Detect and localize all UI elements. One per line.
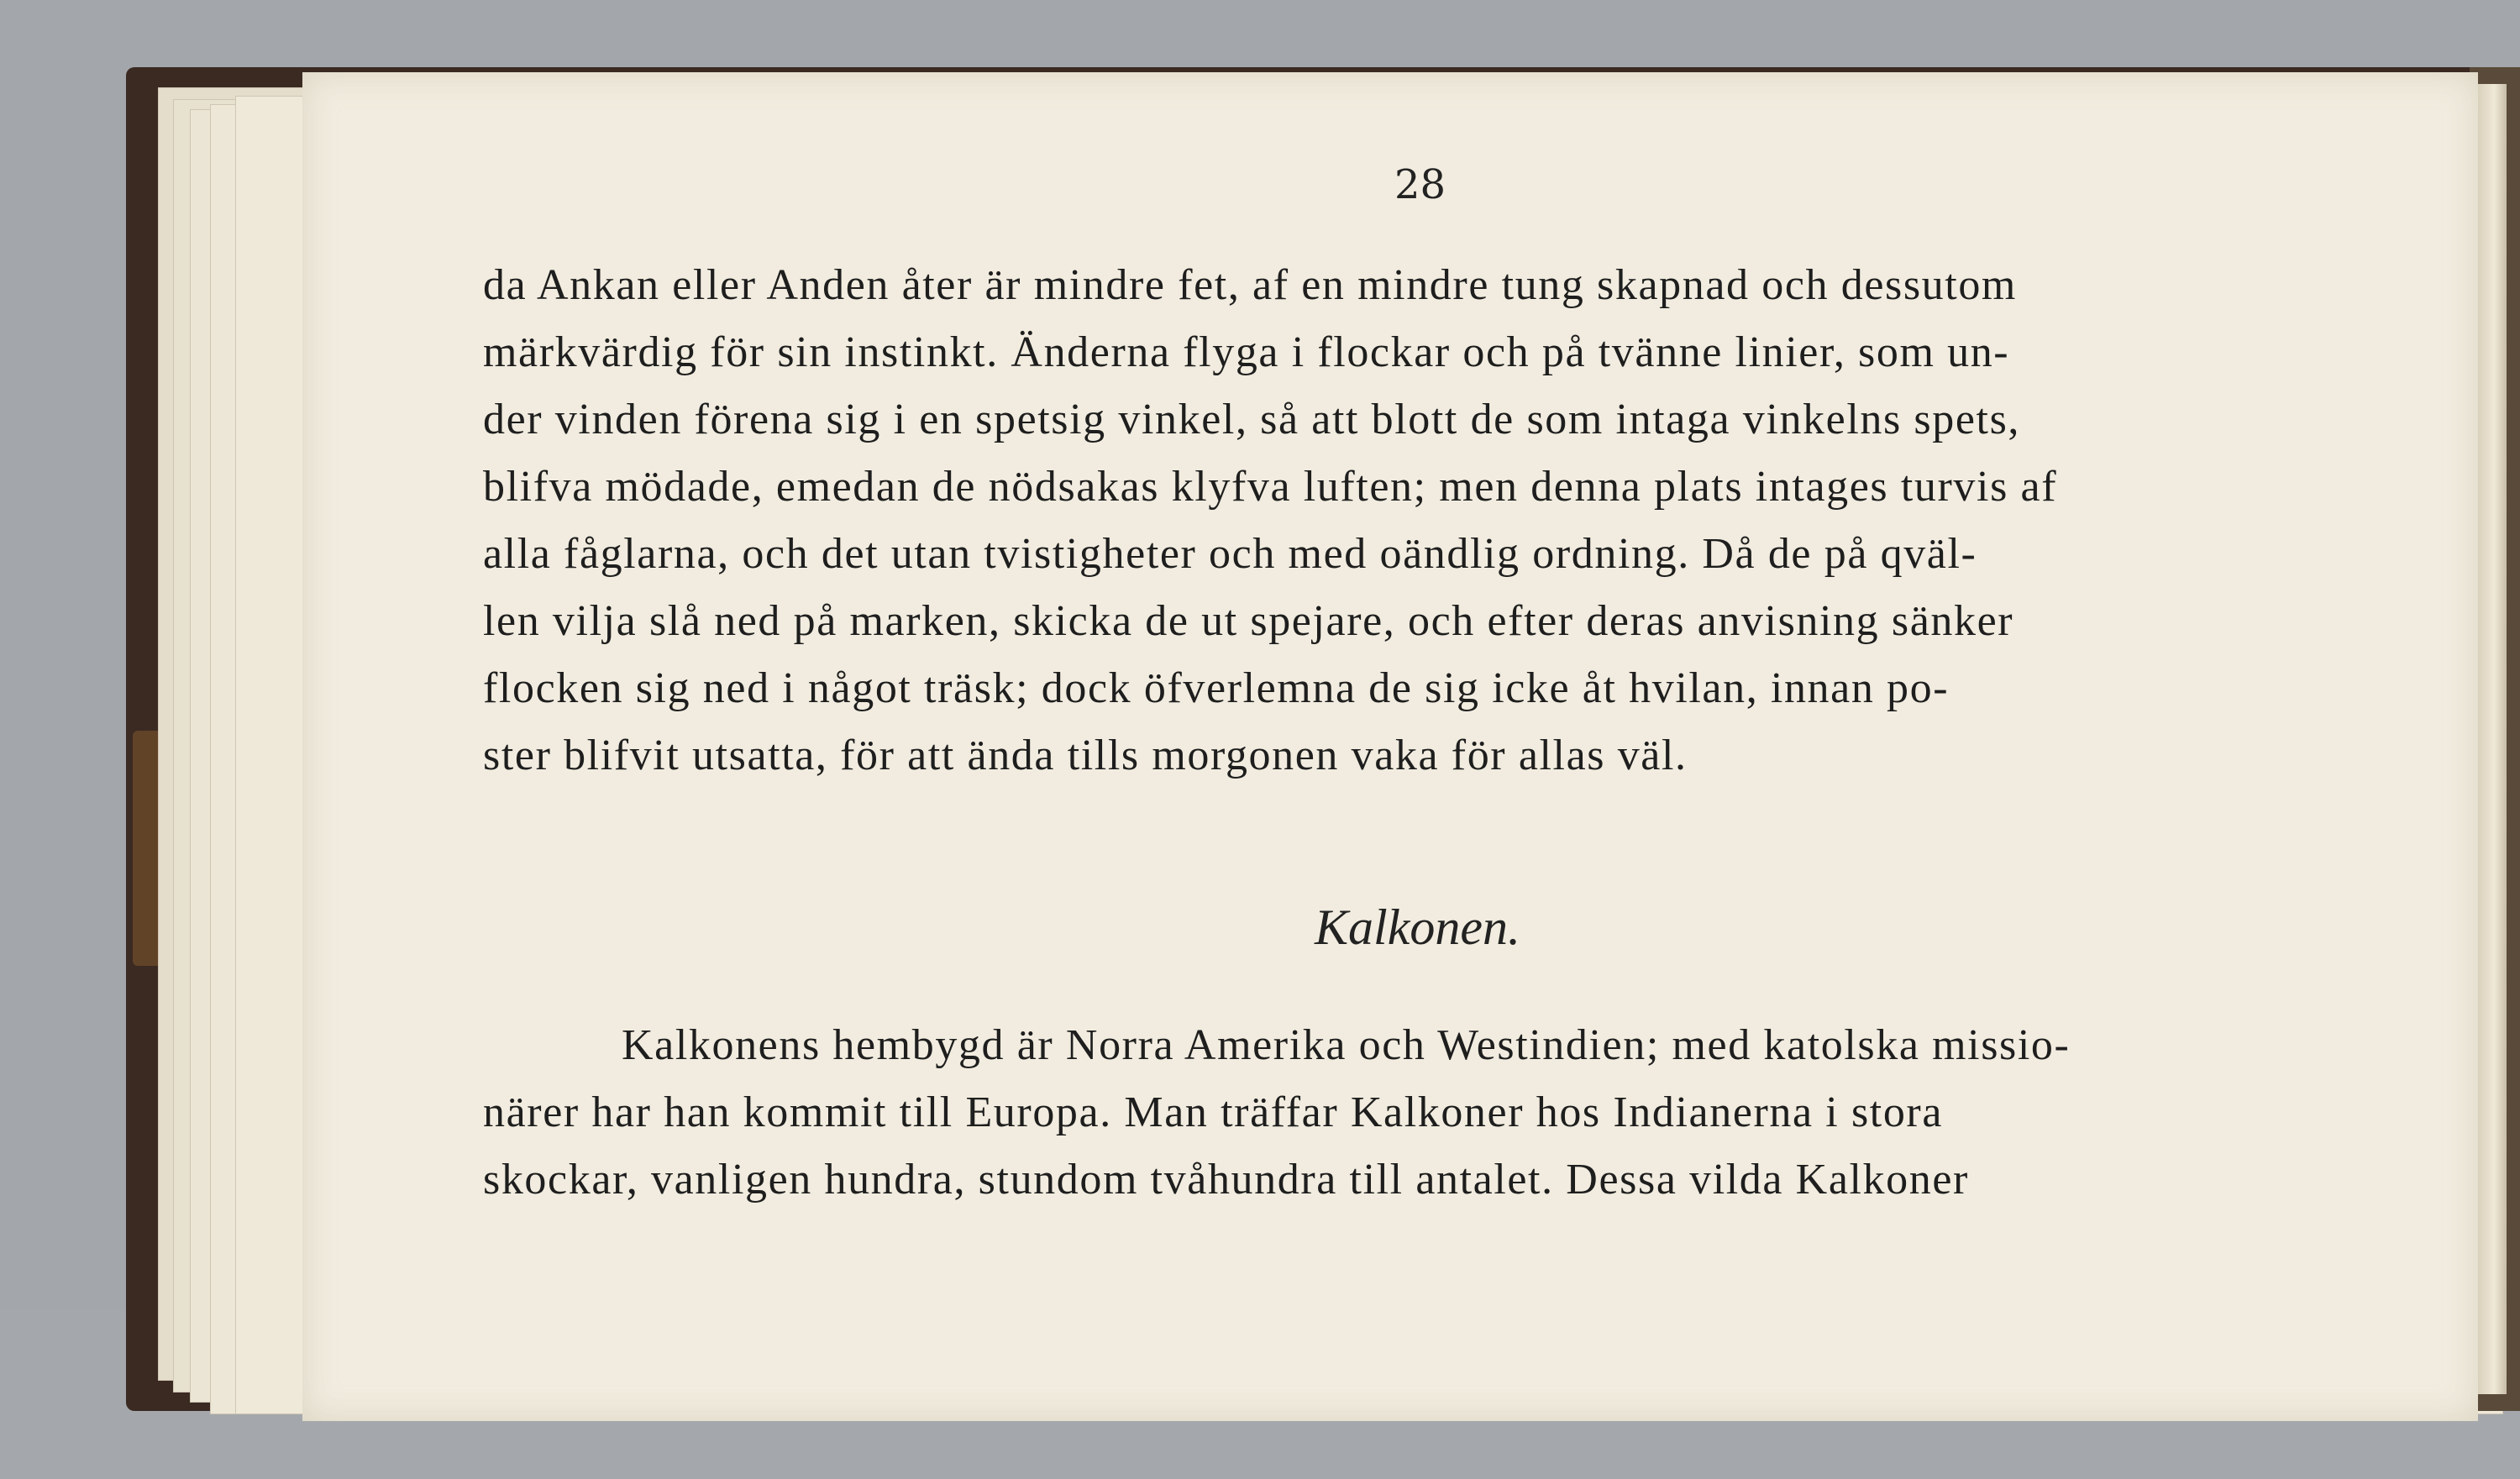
- right-page-curl: [2476, 84, 2507, 1394]
- text-line: skockar, vanligen hundra, stundom tvåhundra till antalet. Dessa vilda Kalkoner: [483, 1156, 1969, 1204]
- text-line: da Ankan eller Anden åter är mindre fet, af en mindre tung skapnad och dessutom: [483, 261, 2017, 309]
- text-line: der vinden förena sig i en spetsig vinkel, så att blott de som intaga vinkelns spets,: [483, 396, 2021, 443]
- text-line: blifva mödade, emedan de nödsakas klyfva luften; men denna plats intages turvis af: [483, 463, 2058, 511]
- text-line: alla fåglarna, och det utan tvistigheter och med oändlig ordning. Då de på qväl-: [483, 530, 1977, 578]
- section-heading: Kalkonen.: [1315, 899, 1520, 955]
- text-line: märkvärdig för sin instinkt. Änderna flyga i flockar och på tvänne linier, som un-: [483, 328, 2010, 376]
- page-number: 28: [1394, 161, 1446, 208]
- text-line: närer har han kommit till Europa. Man träffar Kalkoner hos Indianerna i stora: [483, 1088, 1944, 1136]
- text-line: ster blifvit utsatta, för att ända tills morgonen vaka för allas väl.: [483, 732, 1688, 779]
- text-line: flocken sig ned i något träsk; dock öfverlemna de sig icke åt hvilan, innan po-: [483, 664, 1950, 712]
- text-line: Kalkonens hembygd är Norra Amerika och Westindien; med katolska missio-: [622, 1021, 2071, 1069]
- text-line: len vilja slå ned på marken, skicka de ut spejare, och efter deras anvisning sänker: [483, 597, 2014, 645]
